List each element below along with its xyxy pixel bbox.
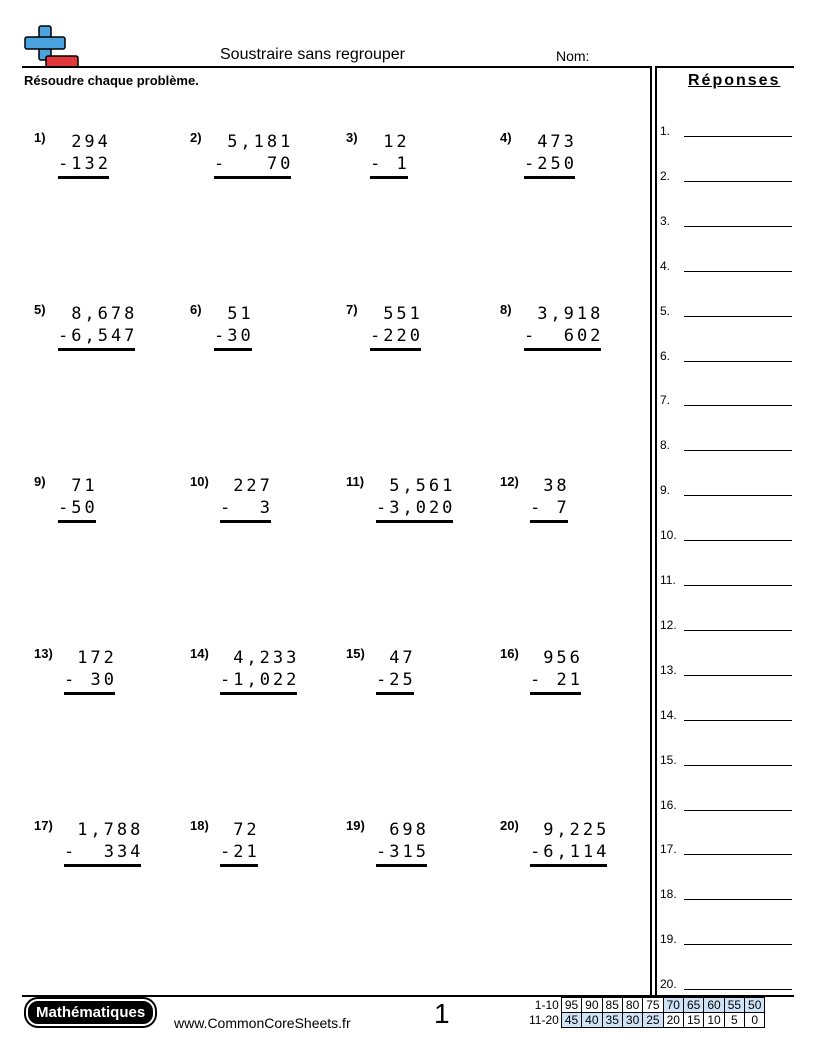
score-cell: 65 bbox=[683, 998, 703, 1013]
answer-number: 1. bbox=[660, 124, 671, 138]
problem-number: 11) bbox=[346, 474, 365, 489]
worksheet-logo bbox=[22, 24, 80, 68]
problem-9 bbox=[34, 474, 174, 554]
problem-number: 15) bbox=[346, 646, 365, 661]
answer-number: 3. bbox=[660, 213, 671, 228]
answer-bar bbox=[530, 520, 568, 523]
answer-number: 4. bbox=[660, 258, 671, 273]
problem-number: 1) bbox=[34, 130, 46, 145]
minuend: 5,181 bbox=[227, 132, 294, 152]
answer-blank[interactable] bbox=[684, 899, 792, 900]
subtrahend: -132 bbox=[58, 154, 111, 174]
problem-8 bbox=[500, 302, 640, 382]
header-rule bbox=[22, 66, 652, 68]
score-cell: 30 bbox=[622, 1013, 642, 1028]
subtrahend: - 334 bbox=[64, 842, 144, 862]
answer-row-18 bbox=[660, 887, 794, 905]
problem-20 bbox=[500, 818, 640, 898]
answer-blank[interactable] bbox=[684, 765, 792, 766]
worksheet-title: Soustraire sans regrouper bbox=[220, 46, 405, 63]
answer-bar bbox=[530, 692, 581, 695]
problem-12 bbox=[500, 474, 640, 554]
subject-badge: Mathématiques bbox=[26, 999, 155, 1026]
problem-number: 18) bbox=[190, 818, 209, 833]
problem-number: 3) bbox=[346, 130, 358, 145]
answer-row-6 bbox=[660, 349, 794, 367]
subtrahend: - 21 bbox=[530, 670, 583, 690]
answer-row-4 bbox=[660, 259, 794, 277]
problem-number: 9) bbox=[34, 474, 46, 489]
answer-blank[interactable] bbox=[684, 810, 792, 811]
minuend: 12 bbox=[383, 132, 410, 152]
name-label: Nom: bbox=[556, 48, 590, 64]
problem-2 bbox=[190, 130, 330, 210]
answer-row-8 bbox=[660, 438, 794, 456]
problem-15 bbox=[346, 646, 486, 726]
answer-number: 13. bbox=[660, 662, 677, 677]
subtrahend: -50 bbox=[58, 498, 98, 518]
answer-bar bbox=[370, 348, 421, 351]
answer-number: 19. bbox=[660, 932, 677, 947]
subtrahend: - 3 bbox=[220, 498, 273, 518]
score-cell: 40 bbox=[582, 1013, 602, 1028]
answer-blank[interactable] bbox=[684, 271, 792, 272]
answer-row-1 bbox=[660, 124, 794, 142]
answer-bar bbox=[376, 520, 453, 523]
subtrahend: - 1 bbox=[370, 154, 410, 174]
answer-number: 10. bbox=[660, 528, 677, 543]
site-url: www.CommonCoreSheets.fr bbox=[174, 1015, 351, 1031]
problem-13 bbox=[34, 646, 174, 726]
subtrahend: - 30 bbox=[64, 670, 117, 690]
score-cell: 70 bbox=[663, 998, 683, 1013]
answers-top-rule bbox=[657, 66, 794, 68]
minuend: 9,225 bbox=[543, 820, 610, 840]
answer-blank[interactable] bbox=[684, 450, 792, 451]
subtrahend: -6,547 bbox=[58, 326, 138, 346]
score-cell: 55 bbox=[724, 998, 744, 1013]
problem-number: 4) bbox=[500, 130, 512, 145]
answer-bar bbox=[214, 176, 291, 179]
answer-row-16 bbox=[660, 798, 794, 816]
minuend: 1,788 bbox=[77, 820, 144, 840]
answer-bar bbox=[376, 864, 427, 867]
answer-number: 6. bbox=[660, 348, 671, 363]
subtrahend: -25 bbox=[376, 670, 416, 690]
score-cell: 75 bbox=[643, 998, 663, 1013]
minuend: 294 bbox=[71, 132, 111, 152]
minuend: 227 bbox=[233, 476, 273, 496]
problem-number: 2) bbox=[190, 130, 202, 145]
problem-14 bbox=[190, 646, 330, 726]
minuend: 5,561 bbox=[389, 476, 456, 496]
subtrahend: - 602 bbox=[524, 326, 604, 346]
answer-blank[interactable] bbox=[684, 585, 792, 586]
minuend: 72 bbox=[233, 820, 260, 840]
answer-row-9 bbox=[660, 483, 794, 501]
score-row bbox=[526, 1013, 765, 1028]
problem-16 bbox=[500, 646, 640, 726]
subtrahend: - 7 bbox=[530, 498, 570, 518]
problem-5 bbox=[34, 302, 174, 382]
score-cell: 95 bbox=[561, 998, 581, 1013]
page-number: 1 bbox=[434, 998, 450, 1029]
answer-blank[interactable] bbox=[684, 361, 792, 362]
problem-6 bbox=[190, 302, 330, 382]
minuend: 38 bbox=[543, 476, 570, 496]
score-cell: 15 bbox=[683, 1013, 703, 1028]
subtrahend: - 70 bbox=[214, 154, 294, 174]
answer-row-14 bbox=[660, 708, 794, 726]
problem-number: 12) bbox=[500, 474, 519, 489]
answer-row-19 bbox=[660, 932, 794, 950]
score-cell: 60 bbox=[704, 998, 724, 1013]
score-cell: 45 bbox=[561, 1013, 581, 1028]
answer-bar bbox=[524, 348, 601, 351]
score-cell: 80 bbox=[622, 998, 642, 1013]
score-cell: 50 bbox=[745, 998, 765, 1013]
problem-number: 19) bbox=[346, 818, 365, 833]
answer-row-3 bbox=[660, 214, 794, 232]
answer-blank[interactable] bbox=[684, 405, 792, 406]
answer-number: 17. bbox=[660, 842, 677, 857]
answer-number: 2. bbox=[660, 168, 671, 183]
subtrahend: -3,020 bbox=[376, 498, 456, 518]
subtrahend: -220 bbox=[370, 326, 423, 346]
answer-row-5 bbox=[660, 304, 794, 322]
answer-row-17 bbox=[660, 842, 794, 860]
problem-19 bbox=[346, 818, 486, 898]
problem-number: 14) bbox=[190, 646, 209, 661]
problem-number: 10) bbox=[190, 474, 209, 489]
answer-blank[interactable] bbox=[684, 316, 792, 317]
score-row-label: 1-10 bbox=[534, 998, 559, 1012]
subtrahend: -1,022 bbox=[220, 670, 300, 690]
instructions: Résoudre chaque problème. bbox=[24, 73, 199, 88]
answer-bar bbox=[524, 176, 575, 179]
answer-blank[interactable] bbox=[684, 854, 792, 855]
answer-bar bbox=[220, 692, 297, 695]
answer-number: 7. bbox=[660, 393, 671, 408]
answer-row-7 bbox=[660, 393, 794, 411]
answer-row-10 bbox=[660, 528, 794, 546]
answer-row-13 bbox=[660, 663, 794, 681]
problem-number: 17) bbox=[34, 818, 53, 833]
answer-blank[interactable] bbox=[684, 540, 792, 541]
answer-bar bbox=[220, 864, 258, 867]
answer-number: 9. bbox=[660, 483, 671, 498]
score-cell: 85 bbox=[602, 998, 622, 1013]
score-cell: 25 bbox=[643, 1013, 663, 1028]
problem-number: 6) bbox=[190, 302, 202, 317]
minuend: 4,233 bbox=[233, 648, 300, 668]
problem-number: 7) bbox=[346, 302, 358, 317]
minuend: 956 bbox=[543, 648, 583, 668]
score-cell: 0 bbox=[745, 1013, 765, 1028]
subtrahend: -250 bbox=[524, 154, 577, 174]
column-divider-2 bbox=[655, 66, 657, 996]
minuend: 3,918 bbox=[537, 304, 604, 324]
score-row bbox=[526, 998, 765, 1013]
problem-11 bbox=[346, 474, 486, 554]
subtrahend: -315 bbox=[376, 842, 429, 862]
problem-3 bbox=[346, 130, 486, 210]
subtrahend: -21 bbox=[220, 842, 260, 862]
answer-bar bbox=[64, 692, 115, 695]
minuend: 172 bbox=[77, 648, 117, 668]
score-cell: 90 bbox=[582, 998, 602, 1013]
answers-heading: Réponses bbox=[688, 72, 781, 89]
answer-blank[interactable] bbox=[684, 495, 792, 496]
answer-blank[interactable] bbox=[684, 181, 792, 182]
answer-number: 12. bbox=[660, 617, 677, 632]
answer-blank[interactable] bbox=[684, 675, 792, 676]
answer-number: 14. bbox=[660, 707, 677, 722]
column-divider bbox=[650, 66, 652, 996]
answer-bar bbox=[58, 348, 135, 351]
problem-10 bbox=[190, 474, 330, 554]
minuend: 8,678 bbox=[71, 304, 138, 324]
answer-row-2 bbox=[660, 169, 794, 187]
answer-row-20 bbox=[660, 977, 794, 995]
minuend: 698 bbox=[389, 820, 429, 840]
problem-number: 16) bbox=[500, 646, 519, 661]
score-row-label: 11-20 bbox=[529, 1013, 559, 1027]
answer-bar bbox=[220, 520, 271, 523]
problem-number: 5) bbox=[34, 302, 46, 317]
answer-blank[interactable] bbox=[684, 630, 792, 631]
answer-bar bbox=[370, 176, 408, 179]
answer-bar bbox=[530, 864, 607, 867]
subtrahend: -30 bbox=[214, 326, 254, 346]
score-cell: 35 bbox=[602, 1013, 622, 1028]
answer-number: 8. bbox=[660, 438, 671, 453]
answer-number: 5. bbox=[660, 303, 671, 318]
minuend: 47 bbox=[389, 648, 416, 668]
answer-number: 11. bbox=[660, 573, 676, 587]
answer-row-15 bbox=[660, 753, 794, 771]
minuend: 51 bbox=[227, 304, 254, 324]
answer-bar bbox=[214, 348, 252, 351]
problem-4 bbox=[500, 130, 640, 210]
answer-row-12 bbox=[660, 618, 794, 636]
minuend: 71 bbox=[71, 476, 98, 496]
score-table bbox=[526, 997, 765, 1028]
answer-number: 18. bbox=[660, 887, 677, 902]
answer-number: 15. bbox=[660, 752, 677, 767]
answer-blank[interactable] bbox=[684, 944, 792, 945]
score-cell: 10 bbox=[704, 1013, 724, 1028]
problem-18 bbox=[190, 818, 330, 898]
problem-number: 13) bbox=[34, 646, 53, 661]
minuend: 473 bbox=[537, 132, 577, 152]
answer-bar bbox=[58, 176, 109, 179]
subtrahend: -6,114 bbox=[530, 842, 610, 862]
problem-7 bbox=[346, 302, 486, 382]
answer-blank[interactable] bbox=[684, 989, 792, 990]
answer-bar bbox=[58, 520, 96, 523]
answer-bar bbox=[376, 692, 414, 695]
answer-blank[interactable] bbox=[684, 226, 792, 227]
answer-number: 16. bbox=[660, 797, 677, 812]
answer-row-11 bbox=[660, 573, 794, 591]
answer-blank[interactable] bbox=[684, 136, 792, 137]
answer-number: 20. bbox=[660, 977, 677, 992]
answer-blank[interactable] bbox=[684, 720, 792, 721]
score-cell: 5 bbox=[724, 1013, 744, 1028]
problem-number: 8) bbox=[500, 302, 512, 317]
score-cell: 20 bbox=[663, 1013, 683, 1028]
problem-17 bbox=[34, 818, 174, 898]
problem-1 bbox=[34, 130, 174, 210]
answer-bar bbox=[64, 864, 141, 867]
minuend: 551 bbox=[383, 304, 423, 324]
problem-number: 20) bbox=[500, 818, 519, 833]
